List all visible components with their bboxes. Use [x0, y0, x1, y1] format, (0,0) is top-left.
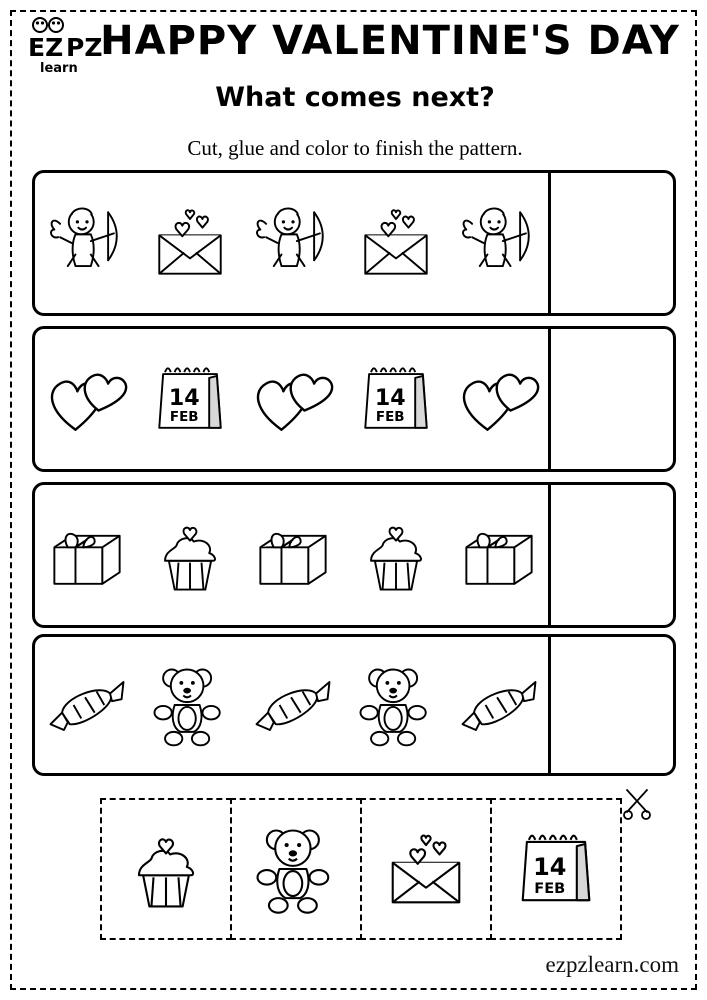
- pattern-item-gift: [37, 505, 137, 605]
- pattern-item-calendar: [346, 349, 446, 449]
- svg-text:learn: learn: [40, 61, 78, 76]
- pattern-row-1-answer-box[interactable]: [548, 173, 673, 313]
- svg-text:14: 14: [168, 385, 200, 411]
- pattern-item-hearts: [449, 349, 549, 449]
- pattern-row-2: [32, 326, 676, 472]
- cut-piece-cupcake[interactable]: [100, 798, 232, 940]
- svg-text:PZ: PZ: [66, 33, 103, 62]
- cut-out-strip: [100, 798, 620, 940]
- footer-website: ezpzlearn.com: [545, 952, 679, 977]
- pattern-item-candy: [449, 655, 549, 755]
- pattern-row-3: [32, 482, 676, 628]
- pattern-item-love-letter: [346, 193, 446, 293]
- pattern-row-2-items: [35, 329, 551, 469]
- pattern-item-cupid: [37, 193, 137, 293]
- cut-piece-calendar[interactable]: [490, 798, 622, 940]
- svg-text:FEB: FEB: [376, 410, 405, 426]
- pattern-row-2-answer-box[interactable]: [548, 329, 673, 469]
- pattern-row-4-answer-box[interactable]: [548, 637, 673, 773]
- svg-text:14: 14: [533, 853, 567, 882]
- cut-piece-love-letter[interactable]: [360, 798, 492, 940]
- page-subtitle: What comes next?: [215, 82, 495, 113]
- pattern-row-3-items: [35, 485, 551, 625]
- pattern-item-love-letter: [140, 193, 240, 293]
- pattern-row-4: [32, 634, 676, 776]
- pattern-item-cupid: [449, 193, 549, 293]
- pattern-item-gift: [449, 505, 549, 605]
- svg-text:FEB: FEB: [534, 879, 566, 897]
- pattern-item-cupid: [243, 193, 343, 293]
- svg-text:EZ: EZ: [28, 33, 64, 62]
- pattern-item-calendar: [140, 349, 240, 449]
- page-instruction: Cut, glue and color to finish the pattern.: [187, 136, 523, 160]
- pattern-item-candy: [37, 655, 137, 755]
- pattern-item-teddy-bear: [346, 655, 446, 755]
- pattern-item-cupcake: [346, 505, 446, 605]
- pattern-row-1-items: [35, 173, 551, 313]
- pattern-row-4-items: [35, 637, 551, 773]
- pattern-row-1: [32, 170, 676, 316]
- pattern-item-cupcake: [140, 505, 240, 605]
- ezpzlearn-logo: [18, 16, 110, 78]
- scissors-icon: [622, 786, 656, 820]
- page-title: HAPPY VALENTINE'S DAY: [100, 18, 680, 64]
- cut-piece-teddy-bear[interactable]: [230, 798, 362, 940]
- pattern-item-hearts: [243, 349, 343, 449]
- pattern-item-hearts: [37, 349, 137, 449]
- pattern-item-gift: [243, 505, 343, 605]
- pattern-row-3-answer-box[interactable]: [548, 485, 673, 625]
- pattern-item-candy: [243, 655, 343, 755]
- pattern-item-teddy-bear: [140, 655, 240, 755]
- svg-text:FEB: FEB: [169, 410, 199, 426]
- svg-text:14: 14: [375, 385, 406, 411]
